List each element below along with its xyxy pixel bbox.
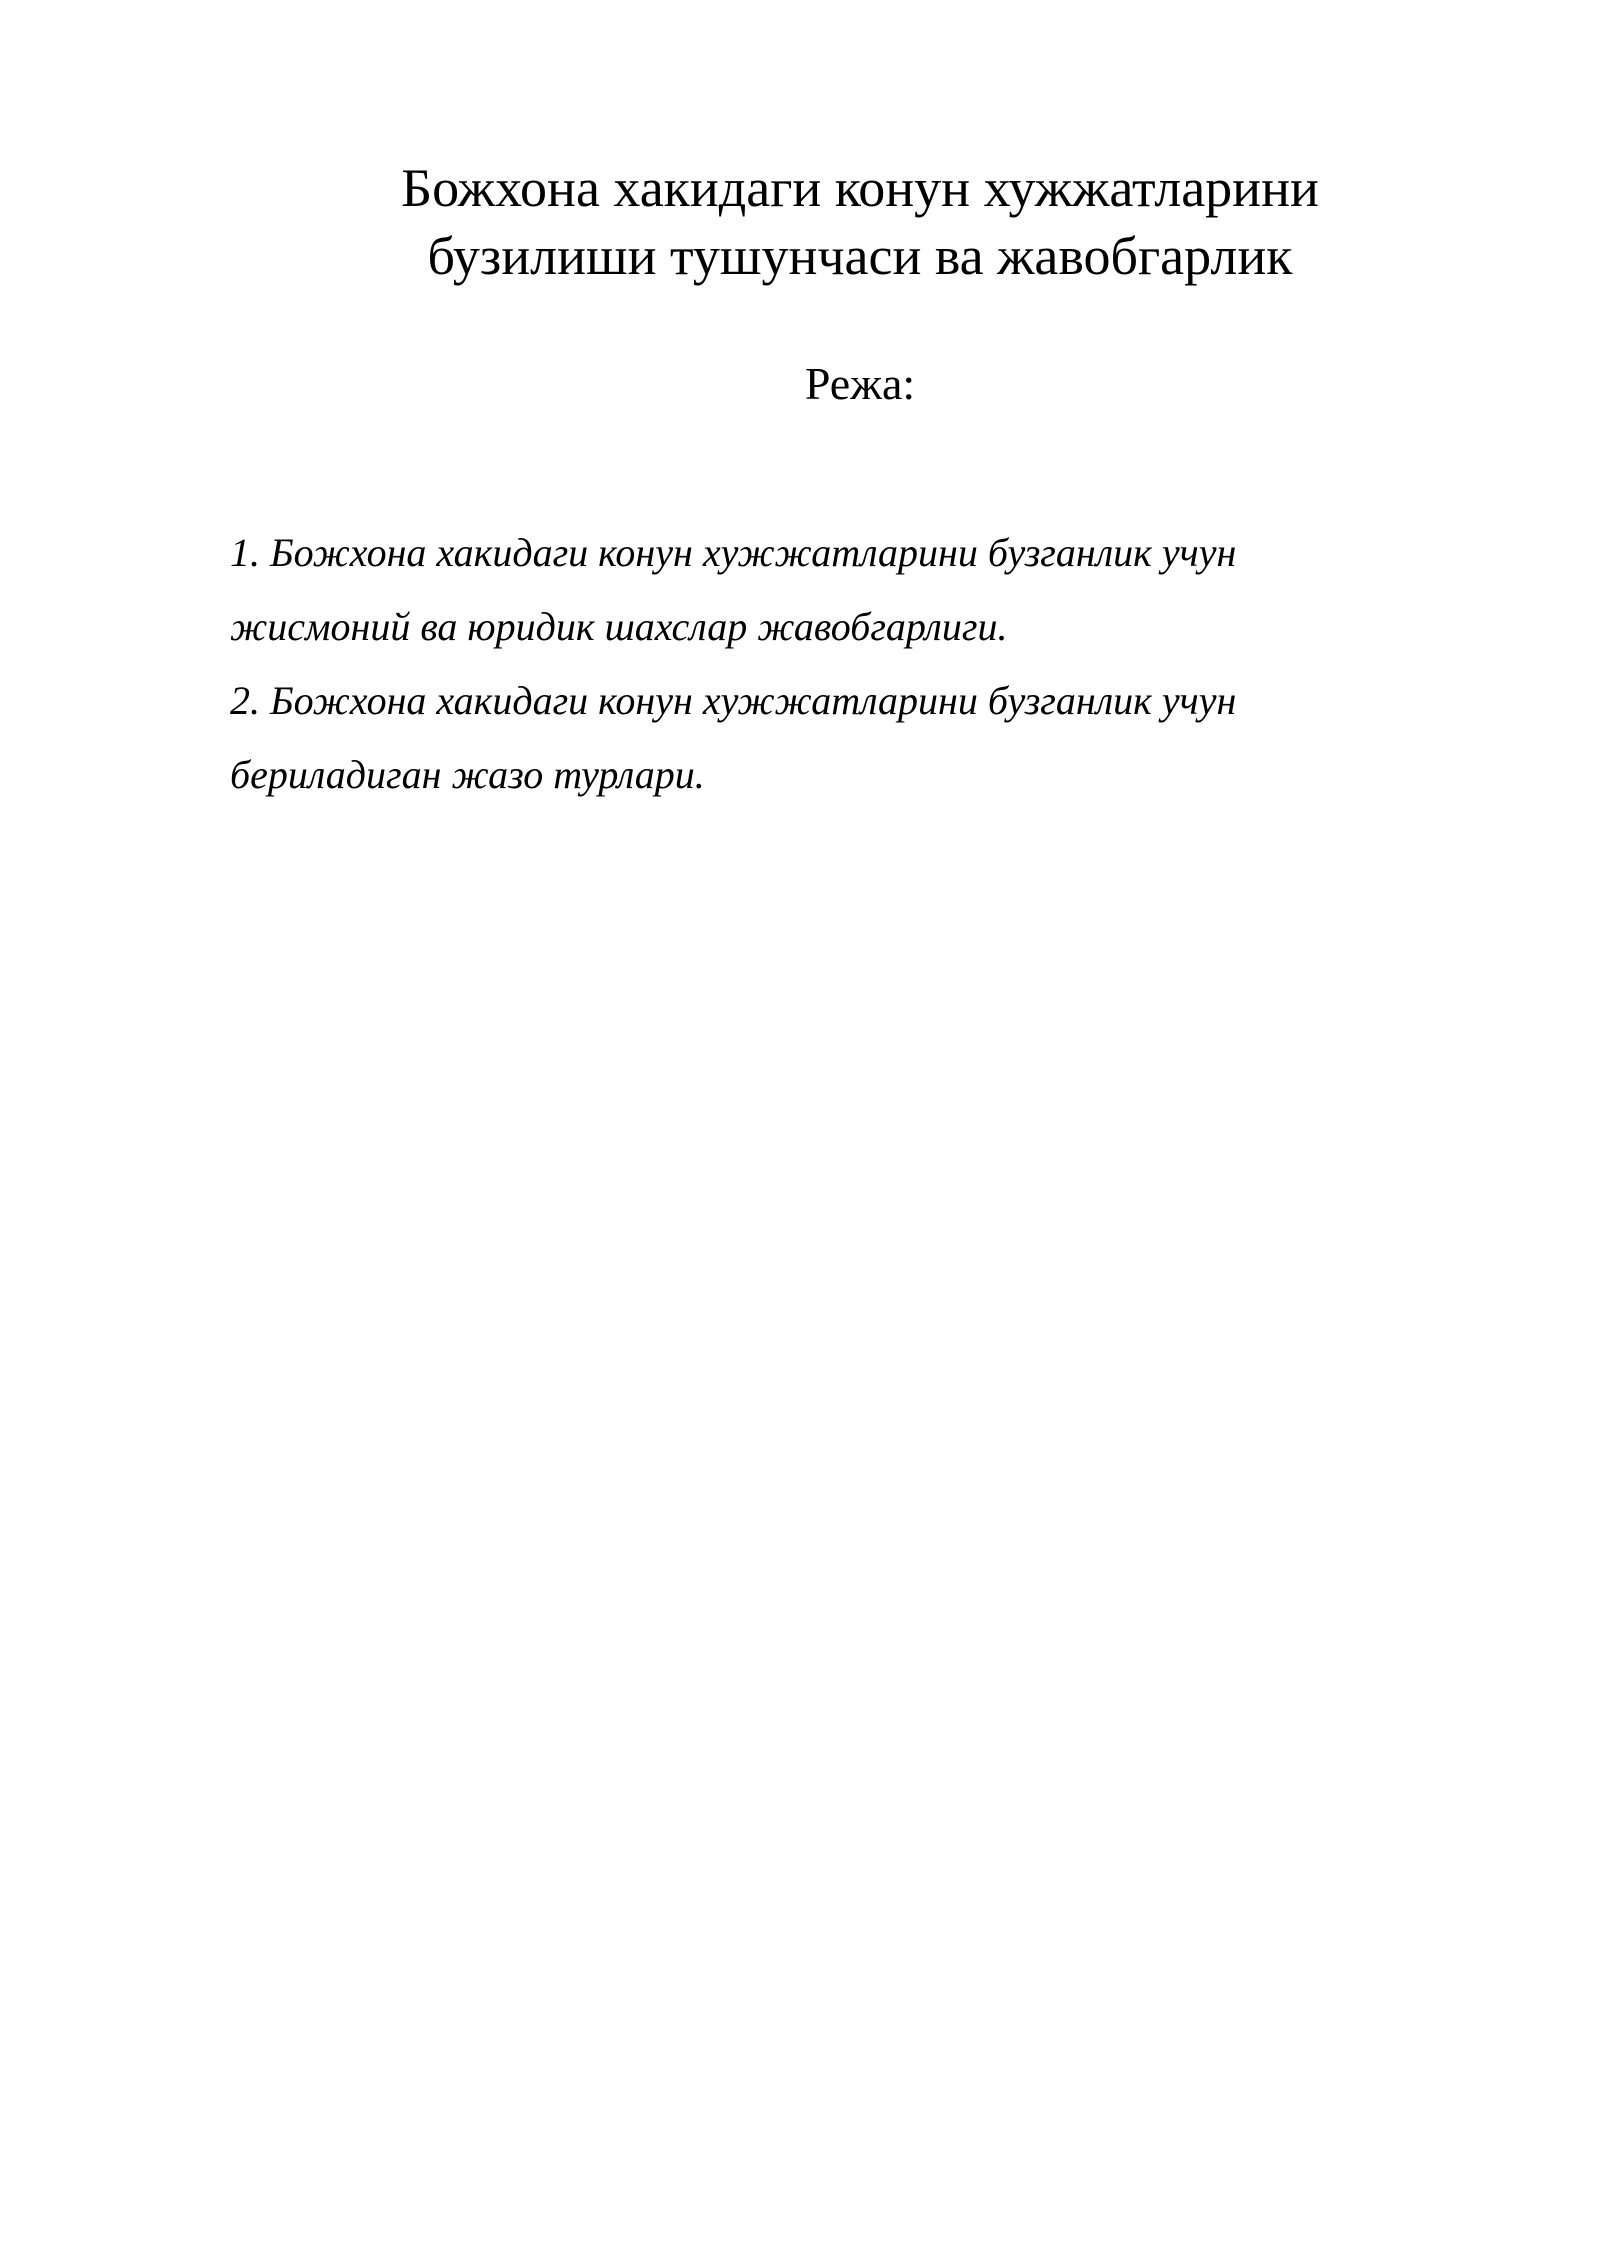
plan-heading: Режа: (804, 358, 916, 409)
document-title-line: Божхона хакидаги конун хужжатларини (401, 158, 1319, 218)
plan-item-line: жисмоний ва юридик шахслар жавобгарлиги. (230, 604, 1008, 649)
plan-item (230, 516, 1430, 664)
plan-item (230, 664, 1430, 812)
plan-item-line: 2. Божхона хакидаги конун хужжатларини бузганлик учун (230, 678, 1237, 723)
document-title (300, 154, 1420, 290)
plan-item-line: бериладиган жазо турлари. (230, 752, 705, 797)
document-title-line: бузилиши тушунчаси ва жавобгарлик (427, 226, 1293, 286)
plan-list (230, 516, 1430, 812)
plan-item-line: 1. Божхона хакидаги конун хужжатларини бузганлик учун (230, 530, 1237, 575)
